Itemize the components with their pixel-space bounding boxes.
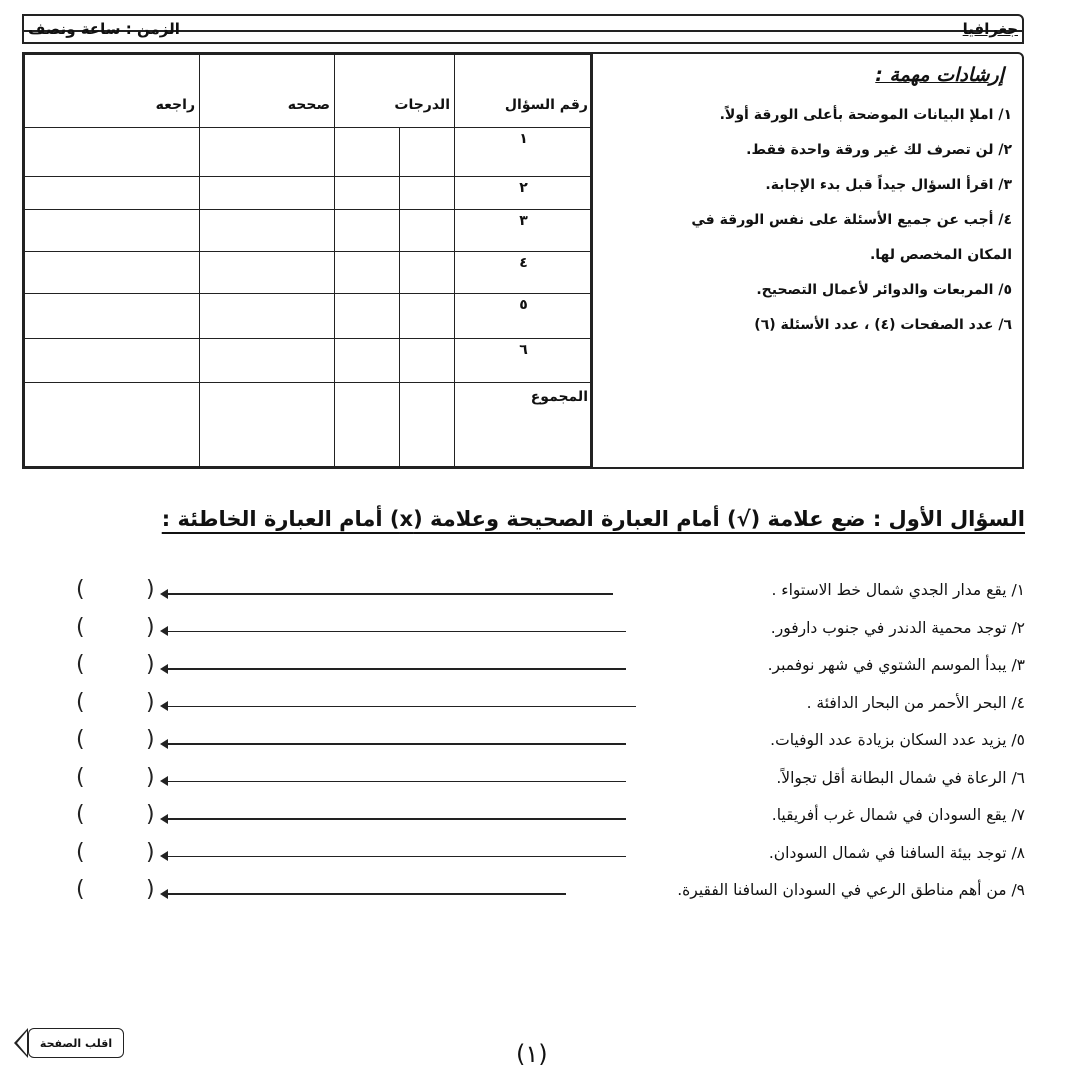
grade-cell[interactable]: [335, 383, 400, 467]
answer-paren-open: (: [76, 839, 85, 865]
list-item: [0, 613, 1080, 651]
exam-header: [22, 14, 1024, 44]
corrector-cell[interactable]: [200, 128, 335, 177]
turn-page-indicator: [14, 1028, 124, 1058]
corrector-cell[interactable]: [200, 294, 335, 339]
header-question-number: رقم السؤال: [455, 55, 593, 128]
instruction-item: ٣/ اقرأ السؤال جيداً قبل بدء الإجابة.: [765, 177, 1012, 193]
answer-box[interactable]: ): [146, 652, 155, 677]
total-label-cell: المجموع: [455, 383, 593, 467]
reviewer-cell[interactable]: [25, 177, 200, 210]
list-item: [0, 763, 1080, 801]
list-item: [0, 650, 1080, 688]
answer-paren-open: (: [76, 577, 85, 602]
statement-text: ٥/ يزيد عدد السكان بزيادة عدد الوفيات.: [764, 731, 1025, 749]
header-corrector: صححه: [200, 55, 335, 128]
corrector-cell[interactable]: [200, 210, 335, 252]
question-number-cell: ٦: [455, 339, 593, 383]
grade-cell[interactable]: [400, 210, 455, 252]
arrow-left-icon: [166, 631, 626, 633]
page-number: (١): [516, 1040, 548, 1068]
grade-cell[interactable]: [335, 128, 400, 177]
instructions-panel: [590, 54, 1022, 467]
statement-text: ٦/ الرعاة في شمال البطانة أقل تجوالاً.: [770, 769, 1025, 787]
grade-cell[interactable]: [400, 383, 455, 467]
grades-table: [24, 54, 593, 467]
answer-paren-open: (: [76, 614, 85, 640]
subject-title: جغرافيا: [962, 20, 1018, 38]
list-item: [0, 800, 1080, 838]
statement-text: ٣/ يبدأ الموسم الشتوي في شهر نوفمبر.: [762, 656, 1025, 674]
table-row: [25, 177, 593, 210]
header-grades: الدرجات: [335, 55, 455, 128]
answer-box[interactable]: ): [146, 577, 155, 602]
arrow-left-icon: [166, 781, 626, 783]
reviewer-cell[interactable]: [25, 210, 200, 252]
answer-box[interactable]: ): [146, 727, 155, 752]
list-item: [0, 838, 1080, 876]
grade-cell[interactable]: [400, 177, 455, 210]
grade-cell[interactable]: [335, 294, 400, 339]
reviewer-cell[interactable]: [25, 383, 200, 467]
answer-paren-open: (: [76, 727, 85, 752]
statement-text: ٨/ توجد بيئة السافنا في شمال السودان.: [763, 844, 1025, 862]
reviewer-cell[interactable]: [25, 339, 200, 383]
reviewer-cell[interactable]: [25, 128, 200, 177]
grade-cell[interactable]: [400, 294, 455, 339]
question-number-cell: ٤: [455, 252, 593, 294]
statement-text: ٧/ يقع السودان في شمال غرب أفريقيا.: [766, 806, 1025, 824]
arrow-left-icon: [166, 856, 626, 858]
arrow-left-icon: [166, 893, 566, 895]
statement-text: ٩/ من أهم مناطق الرعي في السودان السافنا الفقيرة.: [671, 881, 1025, 899]
grade-cell[interactable]: [335, 339, 400, 383]
answer-box[interactable]: ): [146, 614, 155, 640]
table-row: [25, 128, 593, 177]
grade-cell[interactable]: [400, 128, 455, 177]
question-number-cell: ١: [455, 128, 593, 177]
instruction-item: ٥/ المربعات والدوائر لأعمال التصحيح.: [756, 282, 1012, 298]
corrector-cell[interactable]: [200, 339, 335, 383]
arrow-left-icon: [166, 818, 626, 820]
statement-text: ٢/ توجد محمية الدندر في جنوب دارفور.: [765, 619, 1025, 637]
arrow-left-icon: [166, 593, 613, 595]
arrow-left-icon: [166, 668, 626, 670]
exam-duration: الزمن : ساعة ونصف: [28, 20, 180, 38]
table-row: [25, 294, 593, 339]
table-row: [25, 252, 593, 294]
list-item: [0, 725, 1080, 763]
list-item: [0, 688, 1080, 726]
statement-text: ٤/ البحر الأحمر من البحار الدافئة .: [801, 694, 1025, 712]
grade-cell[interactable]: [400, 339, 455, 383]
answer-box[interactable]: ): [146, 689, 155, 715]
info-area: [22, 52, 1024, 469]
corrector-cell[interactable]: [200, 383, 335, 467]
arrow-left-icon: [166, 706, 636, 708]
grade-cell[interactable]: [335, 177, 400, 210]
grade-cell[interactable]: [335, 210, 400, 252]
question-number-cell: ٥: [455, 294, 593, 339]
answer-paren-open: (: [76, 764, 85, 790]
reviewer-cell[interactable]: [25, 252, 200, 294]
instructions-title: إرشادات مهمة :: [875, 64, 1004, 86]
table-row: [25, 210, 593, 252]
corrector-cell[interactable]: [200, 252, 335, 294]
instruction-item: ٦/ عدد الصفحات (٤) ، عدد الأسئلة (٦): [754, 317, 1012, 333]
true-false-list: [0, 575, 1080, 913]
arrow-left-icon: [166, 743, 626, 745]
answer-paren-open: (: [76, 877, 85, 902]
grade-cell[interactable]: [400, 252, 455, 294]
question-number-cell: ٢: [455, 177, 593, 210]
answer-box[interactable]: ): [146, 877, 155, 902]
turn-page-label: اقلب الصفحة: [28, 1028, 124, 1058]
answer-box[interactable]: ): [146, 802, 155, 827]
answer-box[interactable]: ): [146, 764, 155, 790]
instruction-item: ٢/ لن تصرف لك غير ورقة واحدة فقط.: [746, 142, 1012, 158]
reviewer-cell[interactable]: [25, 294, 200, 339]
instruction-item: ٤/ أجب عن جميع الأسئلة على نفس الورقة في: [691, 212, 1012, 228]
question-number-cell: ٣: [455, 210, 593, 252]
instruction-item: المكان المخصص لها.: [869, 247, 1012, 263]
answer-box[interactable]: ): [146, 839, 155, 865]
grade-cell[interactable]: [335, 252, 400, 294]
table-row: [25, 339, 593, 383]
header-reviewer: راجعه: [25, 55, 200, 128]
answer-paren-open: (: [76, 689, 85, 715]
question-one-title: السؤال الأول : ضع علامة (√) أمام العبارة الصحيحة وعلامة (x) أمام العبارة الخاطئة :: [161, 507, 1025, 531]
answer-paren-open: (: [76, 802, 85, 827]
statement-text: ١/ يقع مدار الجدي شمال خط الاستواء .: [765, 581, 1025, 599]
list-item: [0, 575, 1080, 613]
answer-paren-open: (: [76, 652, 85, 677]
table-row-total: [25, 383, 593, 467]
instruction-item: ١/ املإ البيانات الموضحة بأعلى الورقة أولاً.: [719, 107, 1012, 123]
corrector-cell[interactable]: [200, 177, 335, 210]
list-item: [0, 875, 1080, 913]
